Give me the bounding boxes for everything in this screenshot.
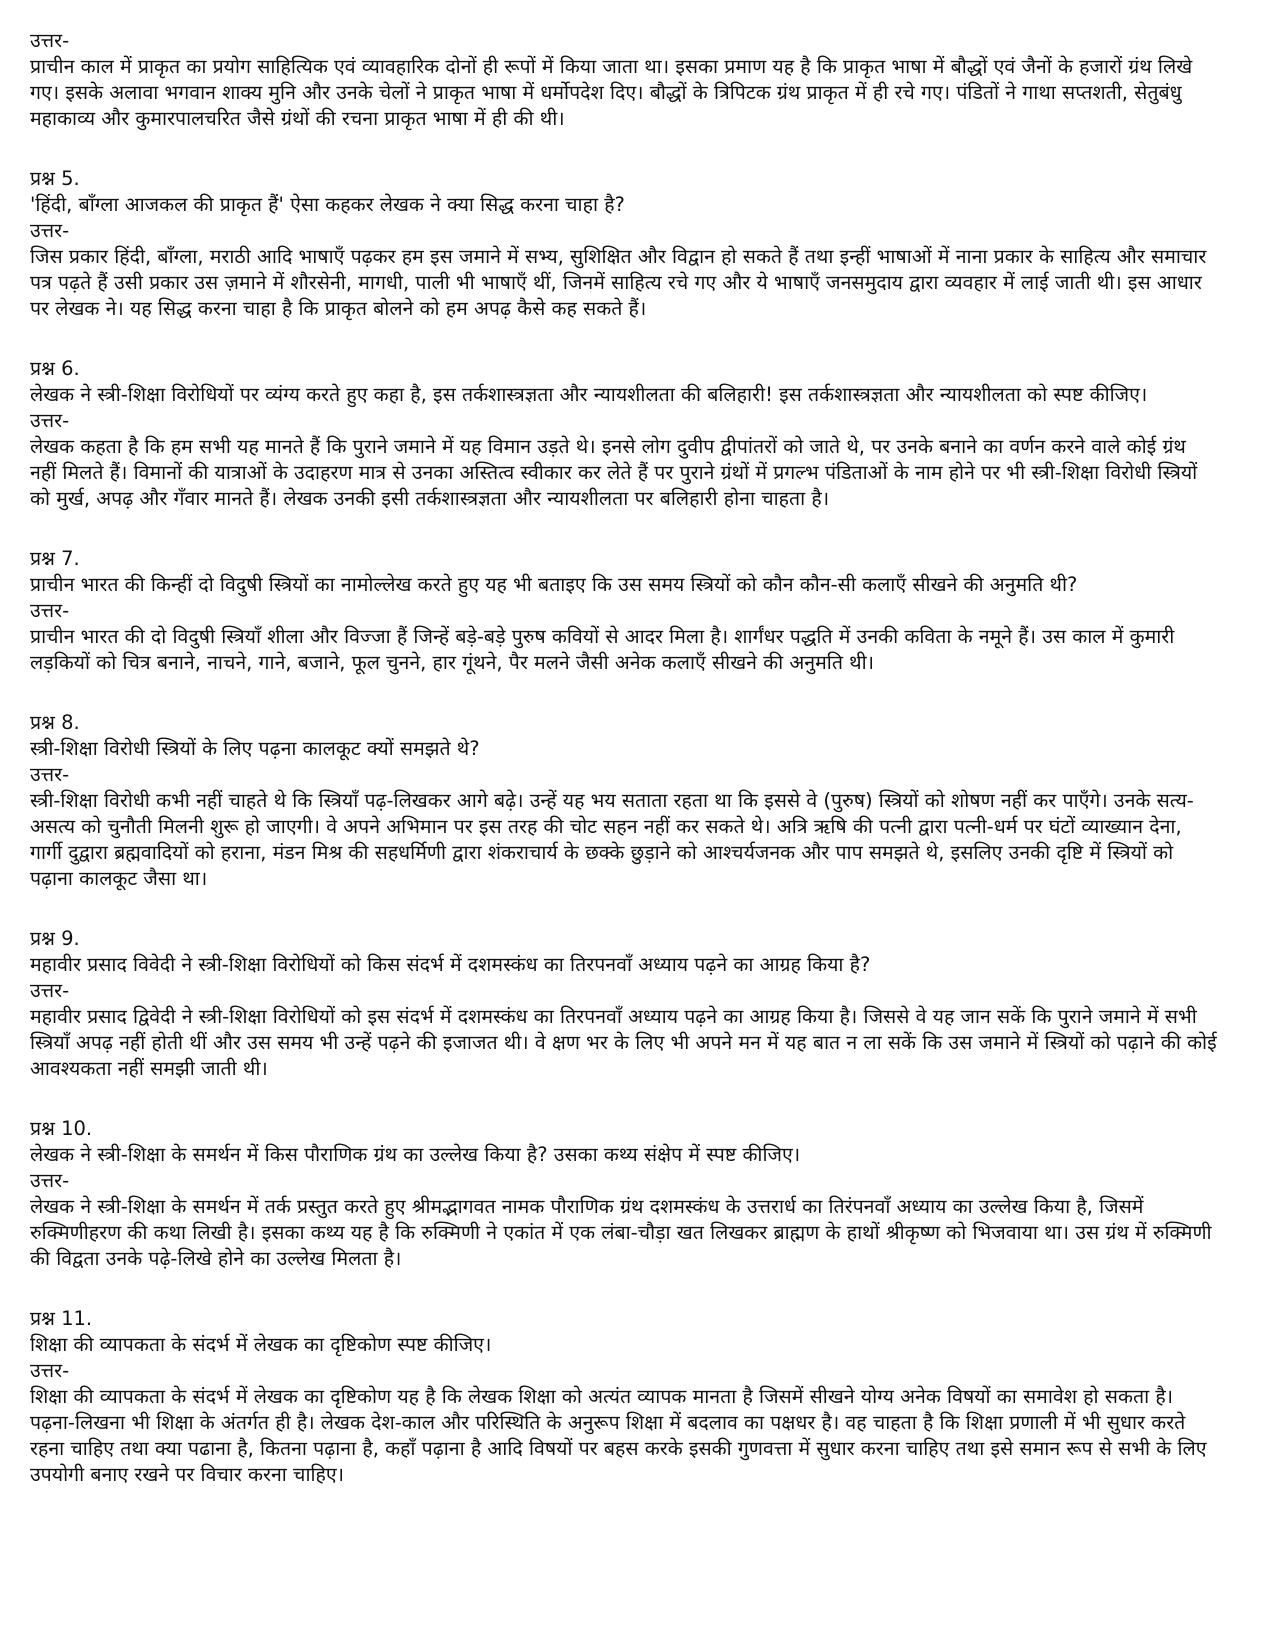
answer-text: जिस प्रकार हिंदी, बाँग्ला, मराठी आदि भाषाएँ पढ़कर हम इस जमाने में सभ्य, सुशिक्षित और विद्वान हो सकते हैं तथा इन्हीं भाषाओं में नाना प्रकार के साहित्य और समाचार पत्र पढ़ते हैं उसी प्रकार उस ज़माने में शौरसेनी, मागधी, पाली भी भाषाएँ थीं, जिनमें साहित्य रचे गए और ये भाषाएँ जनसमुदाय द्वारा व्यवहार में लाई जाती थी। इस आधार पर लेखक ने। यह सिद्ध करना चाहा है कि प्राकृत बोलने को हम अपढ़ कैसे कह सकते हैं। xyxy=(30,245,1207,320)
answer-text: लेखक ने स्त्री-शिक्षा के समर्थन में तर्क प्रस्तुत करते हुए श्रीमद्भागवत नामक पौराणिक ग्रंथ दशमस्कंध के उत्तरार्ध का तिरंपनवाँ अध्याय का उल्लेख किया है, जिसमें रुक्मिणीहरण की कथा लिखी है। इसका कथ्य यह है कि रुक्मिणी ने एकांत में एक लंबा-चौड़ा खत लिखकर ब्राह्मण के हाथों श्रीकृष्ण को भिजवाया था। उस ग्रंथ में रुक्मिणी की विद्वता उनके पढ़े-लिखे होने का उल्लेख मिलता है। xyxy=(30,1195,1212,1270)
question-block-5 xyxy=(30,166,1218,322)
answer-text: महावीर प्रसाद द्विवेदी ने स्त्री-शिक्षा विरोधियों को इस संदर्भ में दशमस्कंध का तिरपनवाँ अध्याय पढ़ने का आग्रह किया है। जिससे वे यह जान सकें कि पुराने जमाने में सभी स्त्रियाँ अपढ़ नहीं होती थीं और उस समय भी उन्हें पढ़ने की इजाजत थी। वे क्षण भर के लिए भी अपने मन में यह बात न ला सकें कि उस जमाने में स्त्रियों को पढ़ाने की कोई आवश्यकता नहीं समझी जाती थी। xyxy=(30,1005,1217,1080)
question-number: प्रश्न 5. xyxy=(30,167,80,190)
question-text: महावीर प्रसाद विवेदी ने स्त्री-शिक्षा विरोधियों को किस संदर्भ में दशमस्कंध का तिरपनवाँ अध्याय पढ़ने का आग्रह किया है? xyxy=(30,953,871,976)
question-block-9 xyxy=(30,926,1218,1082)
answer-label: उत्तर- xyxy=(30,599,70,622)
question-text: लेखक ने स्त्री-शिक्षा विरोधियों पर व्यंग्य करते हुए कहा है, इस तर्कशास्त्रज्ञता और न्यायशीलता की बलिहारी! इस तर्कशास्त्रज्ञता और न्यायशीलता को स्पष्ट कीजिए। xyxy=(30,383,1148,406)
answer-label: उत्तर- xyxy=(30,1169,70,1192)
question-block-10 xyxy=(30,1116,1218,1272)
question-block-11 xyxy=(30,1306,1218,1488)
answer-text: स्त्री-शिक्षा विरोधी कभी नहीं चाहते थे कि स्त्रियाँ पढ़-लिखकर आगे बढ़े। उन्हें यह भय सताता रहता था कि इससे वे (पुरुष) स्त्रियों को शोषण नहीं कर पाएँगे। उनके सत्य-असत्य को चुनौती मिलनी शुरू हो जाएगी। वे अपने अभिमान पर इस तरह की चोट सहन नहीं कर सकते थे। अत्रि ऋषि की पत्नी द्वारा पत्नी-धर्म पर घंटों व्याख्यान देना, गार्गी दुद्वारा ब्रह्मवादियों को हराना, मंडन मिश्र की सहधर्मिणी द्वारा शंकराचार्य के छक्के छुड़ाने को आश्चर्यजनक और पाप समझते थे, इसलिए उनकी दृष्टि में स्त्रियों को पढ़ाना कालकूट जैसा था। xyxy=(30,789,1194,890)
question-number: प्रश्न 7. xyxy=(30,547,80,570)
question-text: लेखक ने स्त्री-शिक्षा के समर्थन में किस पौराणिक ग्रंथ का उल्लेख किया है? उसका कथ्य संक्षेप में स्पष्ट कीजिए। xyxy=(30,1143,801,1166)
question-text: शिक्षा की व्यापकता के संदर्भ में लेखक का दृष्टिकोण स्पष्ट कीजिए। xyxy=(30,1333,492,1356)
question-block-7 xyxy=(30,546,1218,676)
answer-label: उत्तर- xyxy=(30,29,70,52)
document-page xyxy=(30,28,1218,1488)
question-number: प्रश्न 11. xyxy=(30,1307,93,1330)
question-text: 'हिंदी, बाँग्ला आजकल की प्राकृत हैं' ऐसा कहकर लेखक ने क्या सिद्ध करना चाहा है? xyxy=(30,193,625,216)
answer-label: उत्तर- xyxy=(30,979,70,1002)
question-block-6 xyxy=(30,356,1218,512)
question-number: प्रश्न 9. xyxy=(30,927,80,950)
answer-label: उत्तर- xyxy=(30,219,70,242)
answer-label: उत्तर- xyxy=(30,409,70,432)
answer-text: प्राचीन काल में प्राकृत का प्रयोग साहित्यिक एवं व्यावहारिक दोनों ही रूपों में किया जाता था। इसका प्रमाण यह है कि प्राकृत भाषा में बौद्धों एवं जैनों के हजारों ग्रंथ लिखे गए। इसके अलावा भगवान शाक्य मुनि और उनके चेलों ने प्राकृत भाषा में धर्मोपदेश दिए। बौद्धों के त्रिपिटक ग्रंथ प्राकृत में ही रचे गए। पंडितों ने गाथा सप्तशती, सेतुबंधु महाकाव्य और कुमारपालचरित जैसे ग्रंथों की रचना प्राकृत भाषा में ही की थी। xyxy=(30,55,1193,130)
question-number: प्रश्न 6. xyxy=(30,357,80,380)
question-block-8 xyxy=(30,710,1218,892)
answer-text: प्राचीन भारत की दो विदुषी स्त्रियाँ शीला और विज्जा हैं जिन्हें बड़े-बड़े पुरुष कवियों से आदर मिला है। शार्गंधर पद्धति में उनकी कविता के नमूने हैं। उस काल में कुमारी लड़कियों को चित्र बनाने, नाचने, गाने, बजाने, फूल चुनने, हार गूंथने, पैर मलने जैसी अनेक कलाएँ सीखने की अनुमति थी। xyxy=(30,625,1175,674)
answer-label: उत्तर- xyxy=(30,1359,70,1382)
question-number: प्रश्न 10. xyxy=(30,1117,93,1140)
question-number: प्रश्न 8. xyxy=(30,711,80,734)
answer-label: उत्तर- xyxy=(30,763,70,786)
question-text: स्त्री-शिक्षा विरोधी स्त्रियों के लिए पढ़ना कालकूट क्यों समझते थे? xyxy=(30,737,480,760)
question-text: प्राचीन भारत की किन्हीं दो विदुषी स्त्रियों का नामोल्लेख करते हुए यह भी बताइए कि उस समय स्त्रियों को कौन कौन-सी कलाएँ सीखने की अनुमति थी? xyxy=(30,573,1078,596)
answer-text: शिक्षा की व्यापकता के संदर्भ में लेखक का दृष्टिकोण यह है कि लेखक शिक्षा को अत्यंत व्यापक मानता है जिसमें सीखने योग्य अनेक विषयों का समावेश हो सकता है। पढ़ना-लिखना भी शिक्षा के अंतर्गत ही है। लेखक देश-काल और परिस्थिति के अनुरूप शिक्षा में बदलाव का पक्षधर है। वह चाहता है कि शिक्षा प्रणाली में भी सुधार करते रहना चाहिए तथा क्या पढाना है, कितना पढ़ाना है, कहाँ पढ़ाना है आदि विषयों पर बहस करके इसकी गुणवत्ता में सुधार करना चाहिए तथा इसे समान रूप से सभी के लिए उपयोगी बनाए रखने पर विचार करना चाहिए। xyxy=(30,1385,1207,1486)
answer-text: लेखक कहता है कि हम सभी यह मानते हैं कि पुराने जमाने में यह विमान उड़ते थे। इनसे लोग दुवीप द्वीपांतरों को जाते थे, पर उनके बनाने का वर्णन करने वाले कोई ग्रंथ नहीं मिलते हैं। विमानों की यात्राओं के उदाहरण मात्र से उनका अस्तित्व स्वीकार कर लेते हैं पर पुराने ग्रंथों में प्रगल्भ पंडिताओं के नाम होने पर भी स्त्री-शिक्षा विरोधी स्त्रियों को मुर्ख, अपढ़ और गँवार मानते हैं। लेखक उनकी इसी तर्कशास्त्रज्ञता और न्यायशीलता पर बलिहारी होना चाहता है। xyxy=(30,435,1198,510)
intro-answer-block xyxy=(30,28,1218,132)
